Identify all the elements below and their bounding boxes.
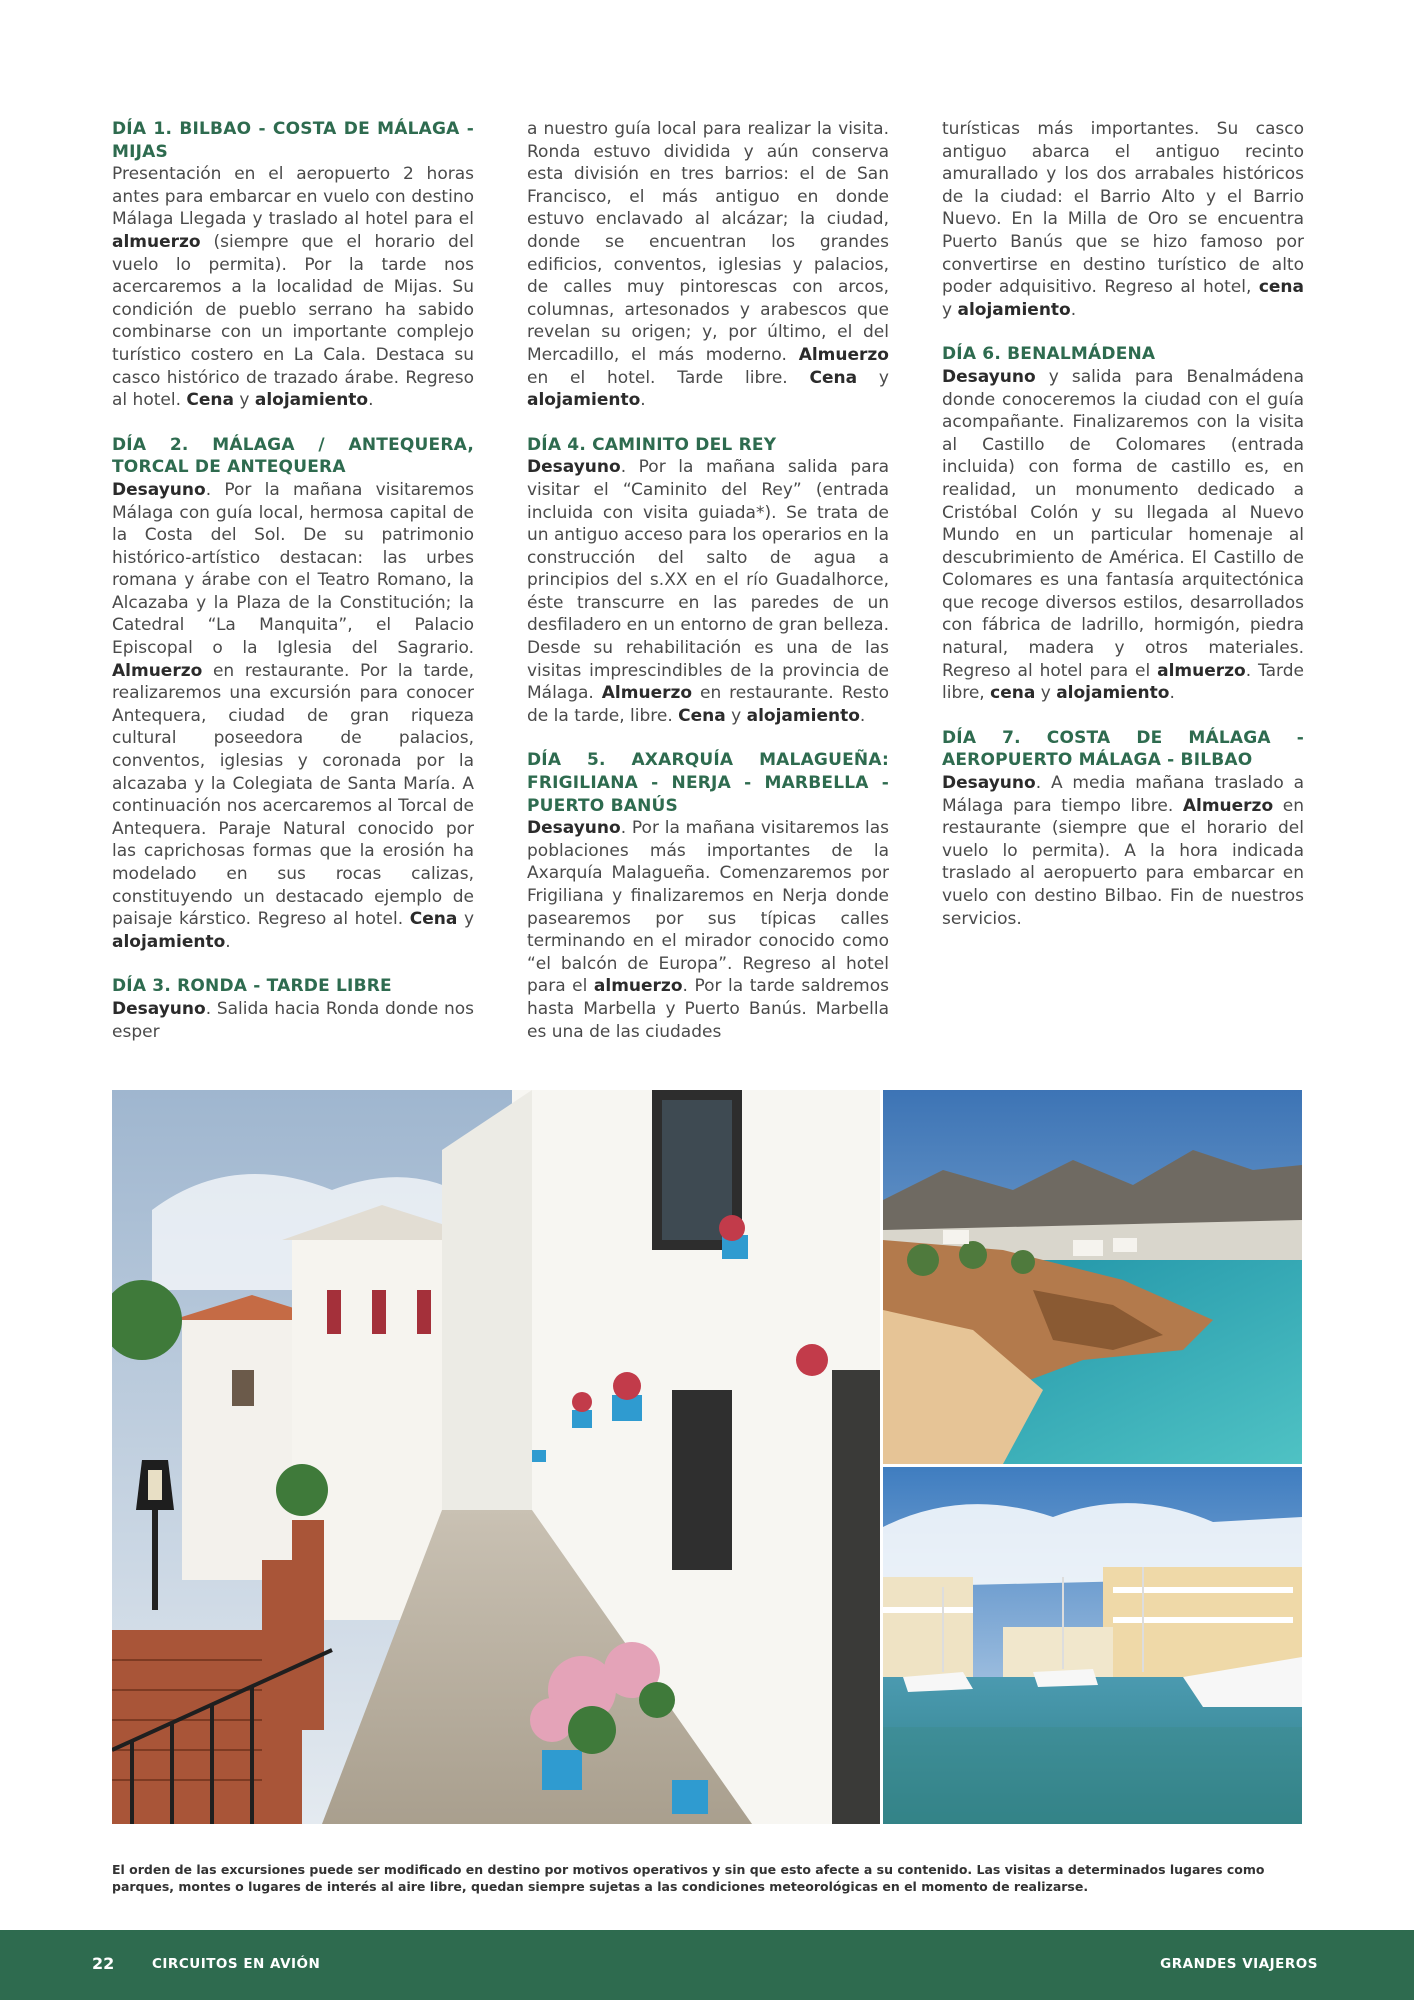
bold-text: Almuerzo <box>601 683 693 704</box>
bold-text: Desayuno <box>942 366 1036 387</box>
bold-text: Almuerzo <box>1182 795 1274 816</box>
bold-text: alojamiento <box>112 931 226 952</box>
day-body: Desayuno. Por la mañana visitaremos las poblaciones más importantes de la Axarquía Malagueña. Comenzaremos por Frigiliana y finalizaremos en Nerja donde pasearemos por sus típicas calles terminando en el mirador conocido como “el balcón de Europa”. Regreso al hotel para el almuerzo. Por la tarde saldremos hasta Marbella y Puerto Banús. Marbella es una de las ciudades <box>527 818 889 1042</box>
bold-text: alojamiento <box>254 390 369 411</box>
bold-text: almuerzo <box>1157 660 1246 681</box>
day-section <box>112 975 474 1043</box>
day-title: DÍA 6. BENALMÁDENA <box>942 344 1156 365</box>
day-section <box>942 343 1304 705</box>
bold-text: alojamiento <box>746 705 860 726</box>
bold-text: Almuerzo <box>798 344 889 365</box>
bold-text: cena <box>990 683 1036 704</box>
day-section <box>112 118 474 412</box>
day-body: Desayuno. Salida hacia Ronda donde nos esper <box>112 998 474 1042</box>
coast-photo-illustration <box>883 1090 1302 1464</box>
marina-photo <box>883 1467 1302 1824</box>
day-body: turísticas más importantes. Su casco antiguo abarca el antiguo recinto amurallado y los dos arrabales históricos de la ciudad: el Barrio Alto y el Barrio Nuevo. En la Milla de Oro se encuentra Puerto Banús que se hizo famoso por convertirse en destino turístico de alto poder adquisitivo. Regreso al hotel, cena y alojamiento. <box>942 119 1304 320</box>
day-title: DÍA 1. BILBAO - COSTA DE MÁLAGA - MIJAS <box>112 119 474 162</box>
bold-text: cena <box>1258 277 1304 298</box>
day-body: a nuestro guía local para realizar la visita. Ronda estuvo dividida y aún conserva esta división en tres barrios: el de San Francisco, el más antiguo en donde estuvo enclavado al alcázar; la ciudad, donde se encuentran los grandes edificios, conventos, iglesias y palacios, de calles muy pintorescas con arcos, columnas, artesonados y arabescos que revelan su origen; y, por último, el del Mercadillo, el más moderno. Almuerzo en el hotel. Tarde libre. Cena y alojamiento. <box>527 119 889 411</box>
bold-text: Cena <box>678 705 726 726</box>
day-section <box>527 749 889 1043</box>
column-2 <box>527 118 889 1065</box>
bold-text: Cena <box>809 367 858 388</box>
bold-text: alojamiento <box>1056 683 1170 704</box>
day-title: DÍA 5. AXARQUÍA MALAGUEÑA: FRIGILIANA - NERJA - MARBELLA - PUERTO BANÚS <box>527 750 889 816</box>
bold-text: Cena <box>409 909 458 930</box>
day-body: Desayuno. Por la mañana visitaremos Málaga con guía local, hermosa capital de la Costa del Sol. De su patrimonio histórico-artístico destacan: las urbes romana y árabe con el Teatro Romano, la Alcazaba y la Plaza de la Constitución; la Catedral “La Manquita”, el Palacio Episcopal o la Iglesia del Sagrario. Almuerzo en restaurante. Por la tarde, realizaremos una excursión para conocer Antequera, ciudad de gran riqueza cultural poseedora de palacios, conventos, iglesias y coronada por la alcazaba y la Colegiata de Santa María. A continuación nos acercaremos al Torcal de Antequera. Paraje Natural conocido por las caprichosas formas que la erosión ha modelado en sus rocas calizas, constituyendo un destacado ejemplo de paisaje kárstico. Regreso al hotel. Cena y alojamiento. <box>112 479 475 952</box>
day-section-continued <box>942 118 1304 321</box>
section-label: CIRCUITOS EN AVIÓN <box>152 1956 321 1972</box>
photo-collage <box>112 1090 1302 1824</box>
day-body: Presentación en el aeropuerto 2 horas antes para embarcar en vuelo con destino Málaga Llegada y traslado al hotel para el almuerzo (siempre que el horario del vuelo lo permita). Por la tarde nos acercaremos a la localidad de Mijas. Su condición de pueblo serrano ha sabido combinarse con un importante complejo turístico costero en La Cala. Destaca su casco histórico de trazado árabe. Regreso al hotel. Cena y alojamiento. <box>112 164 474 411</box>
bold-text: Desayuno <box>527 457 621 478</box>
day-section <box>942 727 1304 930</box>
bold-text: alojamiento <box>957 299 1071 320</box>
street-photo-illustration <box>112 1090 880 1824</box>
column-3 <box>942 118 1304 952</box>
column-1 <box>112 118 474 1065</box>
bold-text: Desayuno <box>527 818 621 839</box>
brand-label: GRANDES VIAJEROS <box>1160 1956 1318 1972</box>
day-title: DÍA 7. COSTA DE MÁLAGA - AEROPUERTO MÁLAGA - BILBAO <box>942 727 1304 771</box>
bold-text: almuerzo <box>593 976 683 997</box>
bold-text: Desayuno <box>112 998 206 1019</box>
bold-text: alojamiento <box>527 390 641 411</box>
bold-text: almuerzo <box>112 231 201 252</box>
day-title: DÍA 2. MÁLAGA / ANTEQUERA, TORCAL DE ANTEQUERA <box>112 434 474 478</box>
itinerary-columns <box>112 118 1304 1042</box>
day-title: DÍA 3. RONDA - TARDE LIBRE <box>112 976 392 997</box>
day-body: Desayuno y salida para Benalmádena donde conoceremos la ciudad con el guía acompañante. Finalizaremos con la visita al Castillo de Colomares (entrada incluida) con forma de castillo es, en realidad, un monumento dedicado a Cristóbal Colón y su llegada al Nuevo Mundo en un particular homenaje al descubrimiento de América. El Castillo de Colomares es una fantasía arquitectónica que recoge diversos estilos, desarrollados con fábrica de ladrillo, hormigón, piedra natural, madera y otros materiales. Regreso al hotel para el almuerzo. Tarde libre, cena y alojamiento. <box>942 366 1304 704</box>
day-body: Desayuno. A media mañana traslado a Málaga para tiempo libre. Almuerzo en restaurante (siempre que el horario del vuelo lo permita). A la hora indicada traslado al aeropuerto para embarcar en vuelo con destino Bilbao. Fin de nuestros servicios. <box>942 773 1304 929</box>
page-number: 22 <box>92 1954 115 1973</box>
bold-text: Cena <box>186 390 234 411</box>
coast-photo <box>883 1090 1302 1464</box>
day-section-continued <box>527 118 889 412</box>
day-section <box>112 434 474 954</box>
day-section <box>527 434 889 728</box>
bold-text: Almuerzo <box>112 660 203 681</box>
day-title: DÍA 4. CAMINITO DEL REY <box>527 434 777 455</box>
day-body: Desayuno. Por la mañana salida para visitar el “Caminito del Rey” (entrada incluida con visita guiada*). Se trata de un antiguo acceso para los operarios en la construcción del salto de agua a principios del s.XX en el río Guadalhorce, éste transcurre en las paredes de un desfiladero en un entorno de gran belleza. Desde su rehabilitación es una de las visitas imprescindibles de la provincia de Málaga. Almuerzo en restaurante. Resto de la tarde, libre. Cena y alojamiento. <box>527 457 889 726</box>
street-photo <box>112 1090 880 1824</box>
disclaimer-note: El orden de las excursiones puede ser modificado en destino por motivos operativos y sin que esto afecte a su contenido. Las visitas a determinados lugares como parques, montes o lugares de interés al aire libre, quedan siempre sujetas a las condiciones meteorológicas en el momento de realizarse. <box>112 1862 1265 1894</box>
marina-photo-illustration <box>883 1467 1302 1824</box>
bold-text: Desayuno <box>942 773 1036 794</box>
bold-text: Desayuno <box>112 479 206 500</box>
footer-bar <box>0 1930 1414 2000</box>
